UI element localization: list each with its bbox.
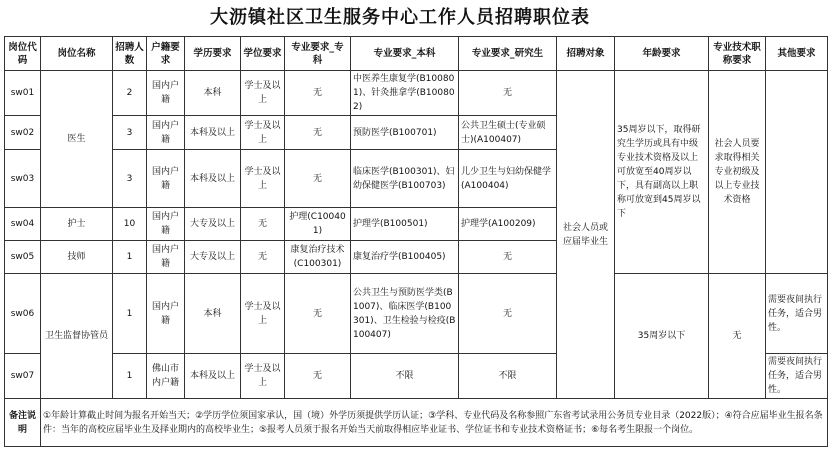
- cell-degree: 学士及以上: [241, 116, 285, 150]
- cell-major-zk: 护理(C100401): [285, 208, 351, 241]
- cell-degree: 无: [241, 241, 285, 274]
- header-hukou: 户籍要求: [147, 37, 185, 71]
- cell-major-bk: 临床医学(B100301)、妇幼保健医学(B100703): [351, 150, 459, 208]
- cell-degree: 无: [241, 208, 285, 241]
- header-major-zk: 专业要求_专科: [285, 37, 351, 71]
- cell-age-b: 35周岁以下: [615, 274, 709, 399]
- cell-major-bk: 预防医学(B100701): [351, 116, 459, 150]
- cell-code: sw04: [5, 208, 41, 241]
- cell-other: 需要夜间执行任务，适合男性。: [766, 354, 828, 399]
- cell-major-bk: 护理学(B100501): [351, 208, 459, 241]
- cell-major-zk: 无: [285, 71, 351, 116]
- cell-education: 本科及以上: [185, 116, 241, 150]
- cell-code: sw01: [5, 71, 41, 116]
- cell-count: 2: [113, 71, 147, 116]
- cell-major-yjs: 儿少卫生与妇幼保健学(A100404): [459, 150, 557, 208]
- cell-count: 1: [113, 241, 147, 274]
- cell-major-bk: 公共卫生与预防医学类(B1007)、临床医学(B100301)、卫生检验与检疫(B100407): [351, 274, 459, 354]
- cell-name: 技师: [41, 241, 113, 274]
- cell-code: sw07: [5, 354, 41, 399]
- cell-education: 本科: [185, 71, 241, 116]
- header-title-req: 专业技术职称要求: [709, 37, 766, 71]
- header-major-bk: 专业要求_本科: [351, 37, 459, 71]
- notes-text: ①年龄计算截止时间为报名开始当天；②学历学位须国家承认，国（境）外学历须提供学历认证；③学科、专业代码及名称参照广东省考试录用公务员专业目录（2022版）；④符合应届毕业生报名条件：当年的高校应届毕业生及择业期内的高校毕业生；⑤报考人员须于报名开始当天前取得相应毕业证书、学位证书和专业技术资格证书；⑥每名考生限报一个岗位。: [41, 399, 828, 447]
- cell-title-a: 社会人员要求取得相关专业初级及以上专业技术资格: [709, 71, 766, 274]
- cell-code: sw06: [5, 274, 41, 354]
- cell-major-yjs: 无: [459, 274, 557, 354]
- header-major-yjs: 专业要求_研究生: [459, 37, 557, 71]
- cell-degree: 学士及以上: [241, 274, 285, 354]
- notes-label: 备注说明: [5, 399, 41, 447]
- cell-hukou: 国内户籍: [147, 241, 185, 274]
- cell-other-a: [766, 71, 828, 274]
- cell-major-yjs: 护理学(A100209): [459, 208, 557, 241]
- cell-name-inspector: 卫生监督协管员: [41, 274, 113, 399]
- cell-major-bk: 康复治疗学(B100405): [351, 241, 459, 274]
- cell-other: 需要夜间执行任务，适合男性。: [766, 274, 828, 354]
- cell-major-zk: 无: [285, 354, 351, 399]
- cell-education: 本科及以上: [185, 150, 241, 208]
- cell-major-zk: 康复治疗技术(C100301): [285, 241, 351, 274]
- cell-count: 1: [113, 274, 147, 354]
- cell-education: 本科及以上: [185, 354, 241, 399]
- cell-education: 本科: [185, 274, 241, 354]
- cell-target: 社会人员或应届毕业生: [557, 71, 615, 399]
- cell-degree: 学士及以上: [241, 354, 285, 399]
- cell-count: 1: [113, 354, 147, 399]
- cell-major-zk: 无: [285, 116, 351, 150]
- page-title: 大沥镇社区卫生服务中心工作人员招聘职位表: [210, 7, 590, 28]
- header-education: 学历要求: [185, 37, 241, 71]
- header-count: 招聘人数: [113, 37, 147, 71]
- cell-count: 3: [113, 116, 147, 150]
- job-table: [4, 36, 828, 447]
- cell-count: 3: [113, 150, 147, 208]
- cell-age-a: 35周岁以下，取得研究生学历或具有中级专业技术资格及以上可放宽至40周岁以下，具有副高以上职称可放宽到45周岁以下: [615, 71, 709, 274]
- cell-degree: 学士及以上: [241, 71, 285, 116]
- cell-hukou: 国内户籍: [147, 71, 185, 116]
- cell-count: 10: [113, 208, 147, 241]
- cell-major-zk: 无: [285, 274, 351, 354]
- header-degree: 学位要求: [241, 37, 285, 71]
- cell-name: 护士: [41, 208, 113, 241]
- cell-hukou: 国内户籍: [147, 116, 185, 150]
- cell-title-b: 无: [709, 274, 766, 399]
- cell-hukou: 国内户籍: [147, 208, 185, 241]
- table-row: [5, 274, 828, 354]
- cell-major-yjs: 不限: [459, 354, 557, 399]
- header-other: 其他要求: [766, 37, 828, 71]
- cell-name-doctor: 医生: [41, 71, 113, 208]
- cell-education: 大专及以上: [185, 208, 241, 241]
- notes-row: [5, 399, 828, 447]
- header-age: 年龄要求: [615, 37, 709, 71]
- cell-major-yjs: 无: [459, 71, 557, 116]
- cell-hukou: 国内户籍: [147, 274, 185, 354]
- header-code: 岗位代码: [5, 37, 41, 71]
- cell-code: sw03: [5, 150, 41, 208]
- cell-education: 大专及以上: [185, 241, 241, 274]
- cell-hukou: 佛山市内户籍: [147, 354, 185, 399]
- cell-code: sw05: [5, 241, 41, 274]
- cell-code: sw02: [5, 116, 41, 150]
- cell-major-yjs: 无: [459, 241, 557, 274]
- cell-major-yjs: 公共卫生硕士(专业硕士)(A100407): [459, 116, 557, 150]
- cell-major-bk: 不限: [351, 354, 459, 399]
- cell-degree: 学士及以上: [241, 150, 285, 208]
- cell-major-zk: 无: [285, 150, 351, 208]
- cell-major-bk: 中医养生康复学(B100801)、针灸推拿学(B100802): [351, 71, 459, 116]
- table-row: [5, 71, 828, 116]
- cell-hukou: 国内户籍: [147, 150, 185, 208]
- header-target: 招聘对象: [557, 37, 615, 71]
- header-name: 岗位名称: [41, 37, 113, 71]
- header-row: [5, 37, 828, 71]
